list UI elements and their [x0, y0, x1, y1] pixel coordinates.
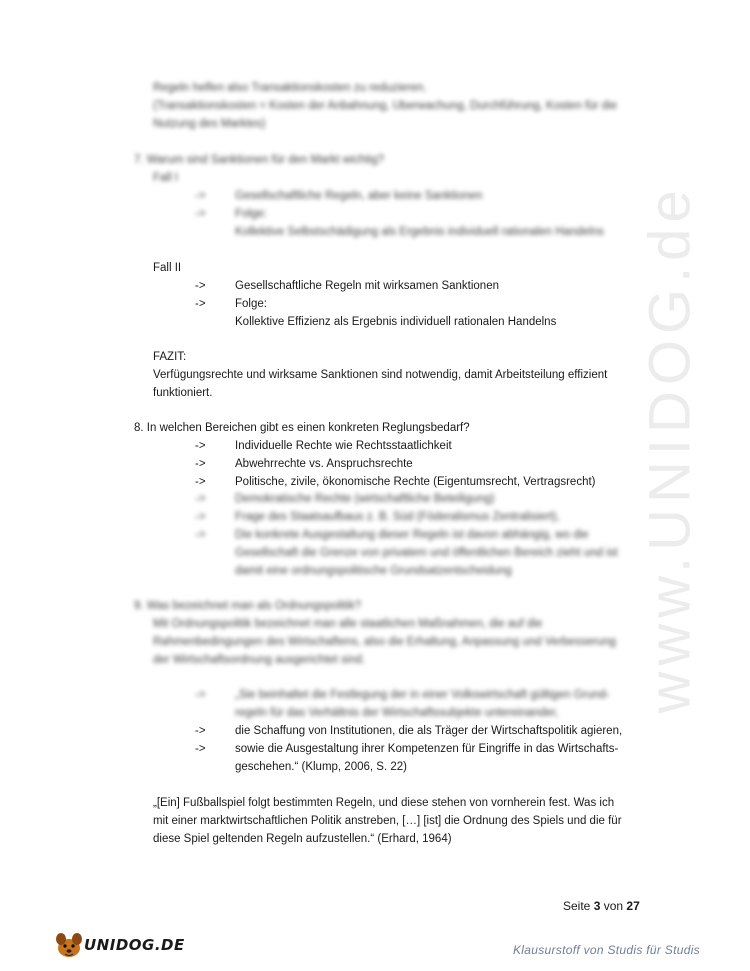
q8-blurred-cont-1: Gesellschaft die Grenze von privatem und öffentlichen Bereich zieht und ist	[235, 547, 618, 559]
dog-mascot-icon	[52, 930, 86, 960]
arrow-marker: ->	[195, 511, 206, 523]
arrow-marker: ->	[195, 743, 206, 755]
arrow-marker: ->	[195, 689, 206, 701]
arrow-marker: ->	[195, 190, 206, 202]
page-number	[563, 899, 640, 913]
q8-item-2: Abwehrrechte vs. Anspruchsrechte	[235, 458, 413, 470]
page-current: 3	[593, 899, 601, 913]
q9-bullet-3: sowie die Ausgestaltung ihrer Kompetenzen für Eingriffe in das Wirtschafts-	[235, 743, 619, 755]
quote-line-1: „[Ein] Fußballspiel folgt bestimmten Regeln, und diese stehen von vornherein fest. Was ich	[153, 797, 615, 809]
q9-answer-1: Mit Ordnungspolitik bezeichnet man alle staatlichen Maßnahmen, die auf die	[153, 618, 543, 630]
arrow-marker: ->	[195, 529, 206, 541]
q9-answer-3: der Wirtschaftsordnung ausgerichtet sind.	[153, 654, 366, 666]
q7-fall1-result: Kollektive Selbstschädigung als Ergebnis individuell rationalen Handelns	[235, 226, 604, 238]
q8-blurred-item-2: Frage des Staatsaufbaus z. B. Süd (Föderalismus Zentralisiert),	[235, 511, 560, 523]
q9-heading: 9. Was bezeichnet man als Ordnungspolitik?	[134, 600, 362, 612]
arrow-marker: ->	[195, 208, 206, 220]
fazit-label: FAZIT:	[153, 351, 187, 363]
logo-text: UNIDOG.DE	[84, 936, 185, 954]
q9-bullet-2: die Schaffung von Institutionen, die als Träger der Wirtschaftspolitik agieren,	[235, 725, 623, 737]
q7-fall2-item-1: Gesellschaftliche Regeln mit wirksamen Sanktionen	[235, 280, 499, 292]
q7-fall2-label: Fall II	[153, 262, 182, 274]
arrow-marker: ->	[195, 725, 206, 737]
fazit-line-2: funktioniert.	[153, 387, 213, 399]
watermark: www.UNIDOG.de	[637, 184, 703, 714]
q8-item-1: Individuelle Rechte wie Rechtsstaatlichkeit	[235, 440, 452, 452]
q7-fall2-result: Kollektive Effizienz als Ergebnis individuell rationalen Handelns	[235, 316, 557, 328]
arrow-marker: ->	[195, 440, 206, 452]
q8-heading: 8. In welchen Bereichen gibt es einen konkreten Reglungsbedarf?	[134, 422, 470, 434]
intro-line-1: Regeln helfen also Transaktionskosten zu reduzieren.	[153, 82, 427, 94]
intro-line-3: Nutzung des Marktes)	[153, 118, 266, 130]
arrow-marker: ->	[195, 280, 206, 292]
q9-answer-2: Rahmenbedingungen des Wirtschaftens, also die Erhaltung, Anpassung und Verbesserung	[153, 636, 616, 648]
unidog-logo	[52, 930, 185, 960]
page-total: 27	[626, 899, 640, 913]
page-middle: von	[600, 899, 627, 913]
q9-blurred-bullet-cont: regeln für das Verhältnis der Wirtschaftssubjekte untereinander,	[235, 707, 559, 719]
arrow-marker: ->	[195, 493, 206, 505]
q9-blurred-bullet: „Sie beinhaltet die Festlegung der in einer Volkswirtschaft gültigen Grund-	[235, 689, 610, 701]
intro-line-2: (Transaktionskosten = Kosten der Anbahnung, Überwachung, Durchführung, Kosten für die	[153, 100, 618, 112]
q7-fall2-item-2: Folge:	[235, 298, 267, 310]
fazit-line-1: Verfügungsrechte und wirksame Sanktionen sind notwendig, damit Arbeitsteilung effizient	[153, 369, 608, 381]
quote-line-2: mit einer marktwirtschaftlichen Politik anstreben, […] [ist] die Ordnung des Spiels und die für	[153, 815, 622, 827]
footer-tagline: Klausurstoff von Studis für Studis	[513, 943, 700, 957]
arrow-marker: ->	[195, 298, 206, 310]
quote-line-3: diese Spiel geltenden Regeln aufzustellen.“ (Erhard, 1964)	[153, 833, 452, 845]
q8-blurred-cont-2: damit eine ordnungspolitische Grundsatzentscheidung	[235, 565, 512, 577]
q7-fall1-item-2: Folge:	[235, 208, 267, 220]
arrow-marker: ->	[195, 476, 206, 488]
q7-fall1-label: Fall I	[153, 172, 178, 184]
q8-blurred-item-1: Demokratische Rechte (wirtschaftliche Beteiligung)	[235, 493, 495, 505]
q7-fall1-item-1: Gesellschaftliche Regeln, aber keine Sanktionen	[235, 190, 483, 202]
arrow-marker: ->	[195, 458, 206, 470]
q8-item-3: Politische, zivile, ökonomische Rechte (Eigentumsrecht, Vertragsrecht)	[235, 476, 596, 488]
page-prefix: Seite	[563, 899, 594, 913]
q7-heading: 7. Warum sind Sanktionen für den Markt wichtig?	[134, 154, 385, 166]
q9-bullet-3-cont: geschehen.“ (Klump, 2006, S. 22)	[235, 761, 407, 773]
q8-blurred-item-3: Die konkrete Ausgestaltung dieser Regeln ist davon abhängig, wo die	[235, 529, 589, 541]
